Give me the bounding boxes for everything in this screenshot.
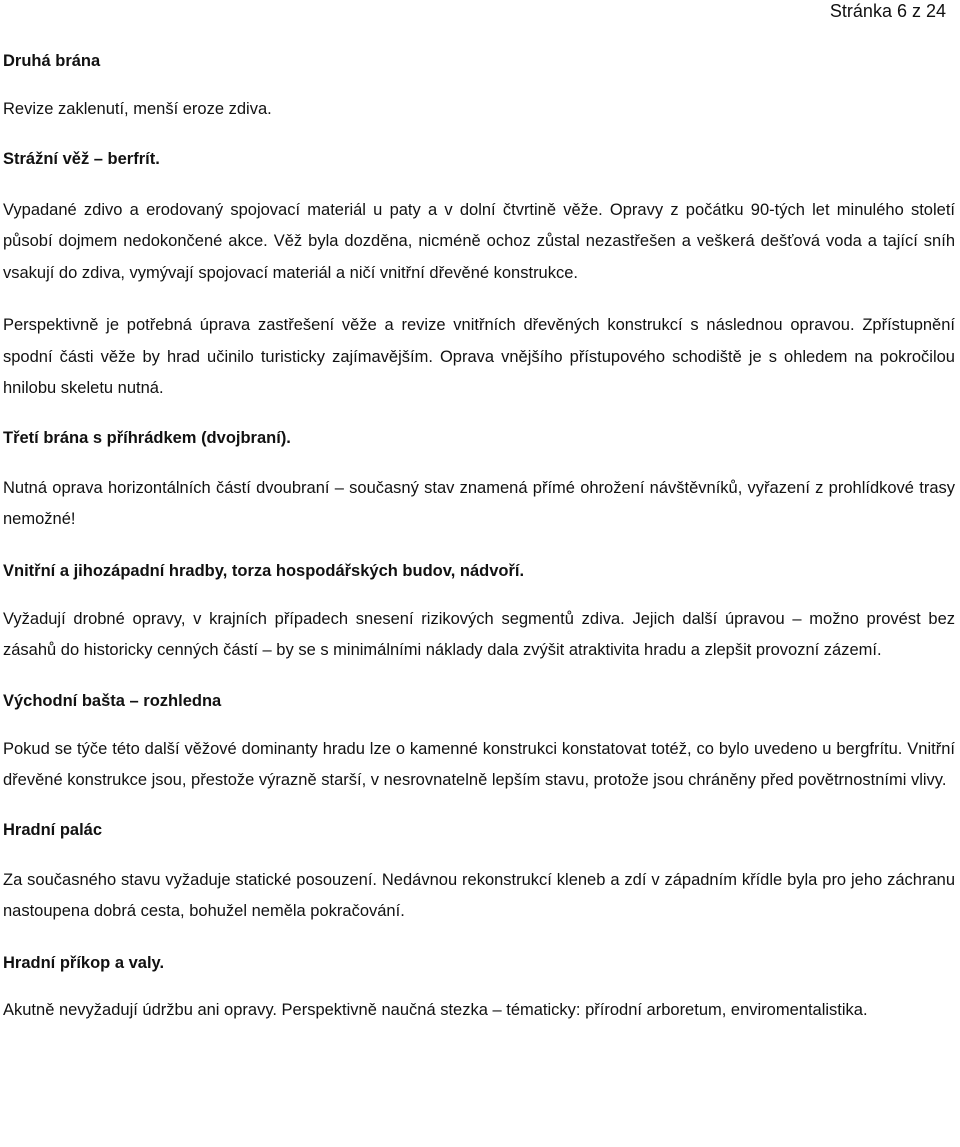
paragraph-vnitrni-hradby: Vyžadují drobné opravy, v krajních případech snesení rizikových segmentů zdiva. Jejich další úpravou – možno provést bez zásahů do historicky cenných částí – by se s minimálními náklady dala zvýšit atraktivita hradu a zlepšit provozní zázemí. (3, 609, 955, 659)
heading-strazni-vez: Strážní věž – berfrít. (3, 149, 160, 168)
heading-treti-brana: Třetí brána s příhrádkem (dvojbraní). (3, 428, 291, 447)
paragraph-druha-brana: Revize zaklenutí, menší eroze zdiva. (3, 100, 272, 118)
paragraph-strazni-vez-perspektiva: Perspektivně je potřebná úprava zastřešení věže a revize vnitřních dřevěných konstrukcí s následnou opravou. Zpřístupnění spodní části věže by hrad učinilo turisticky zajímavějším. Oprava vnějšího přístupového schodiště je s ohledem na pokročilou hnilobu skeletu nutná. (3, 316, 955, 397)
heading-druha-brana: Druhá brána (3, 52, 101, 70)
paragraph-hradni-palac: Za současného stavu vyžaduje statické posouzení. Nedávnou rekonstrukcí kleneb a zdí v západním křídle byla pro jeho záchranu nastoupena dobrá cesta, bohužel neměla pokračování. (3, 870, 955, 920)
paragraph-hradni-prikop: Akutně nevyžadují údržbu ani opravy. Perspektivně naučná stezka – tématicky: přírodní arboretum, enviromentalistika. (3, 1000, 868, 1019)
page-number: Stránka 6 z 24 (829, 1, 946, 21)
paragraph-vychodni-basta: Pokud se týče této další věžové dominanty hradu lze o kamenné konstrukci konstatovat totéž, co bylo uvedeno u bergfrítu. Vnitřní dřevěné konstrukce jsou, přestože výrazně starší, v nesrovnatelně lepším stavu, protože jsou chráněny před povětrnostními vlivy. (3, 739, 955, 789)
heading-hradni-prikop: Hradní příkop a valy. (3, 953, 165, 972)
paragraph-treti-brana: Nutná oprava horizontálních částí dvoubraní – současný stav znamená přímé ohrožení návštěvníků, vyřazení z prohlídkové trasy nemožné! (3, 478, 955, 528)
paragraph-strazni-vez: Vypadané zdivo a erodovaný spojovací materiál u paty a v dolní čtvrtině věže. Opravy z počátku 90-tých let minulého století působí dojmem nedokončené akce. Věž byla dozděna, nicméně ochoz zůstal nezastřešen a veškerá dešťová voda a tající sníh vsakují do zdiva, vymývají spojovací materiál a ničí vnitřní dřevěné konstrukce. (3, 200, 955, 282)
heading-vnitrni-hradby: Vnitřní a jihozápadní hradby, torza hospodářských budov, nádvoří. (3, 561, 525, 580)
heading-hradni-palac: Hradní palác (3, 820, 103, 839)
document-body (3, 48, 955, 1026)
heading-vychodni-basta: Východní bašta – rozhledna (3, 691, 222, 710)
